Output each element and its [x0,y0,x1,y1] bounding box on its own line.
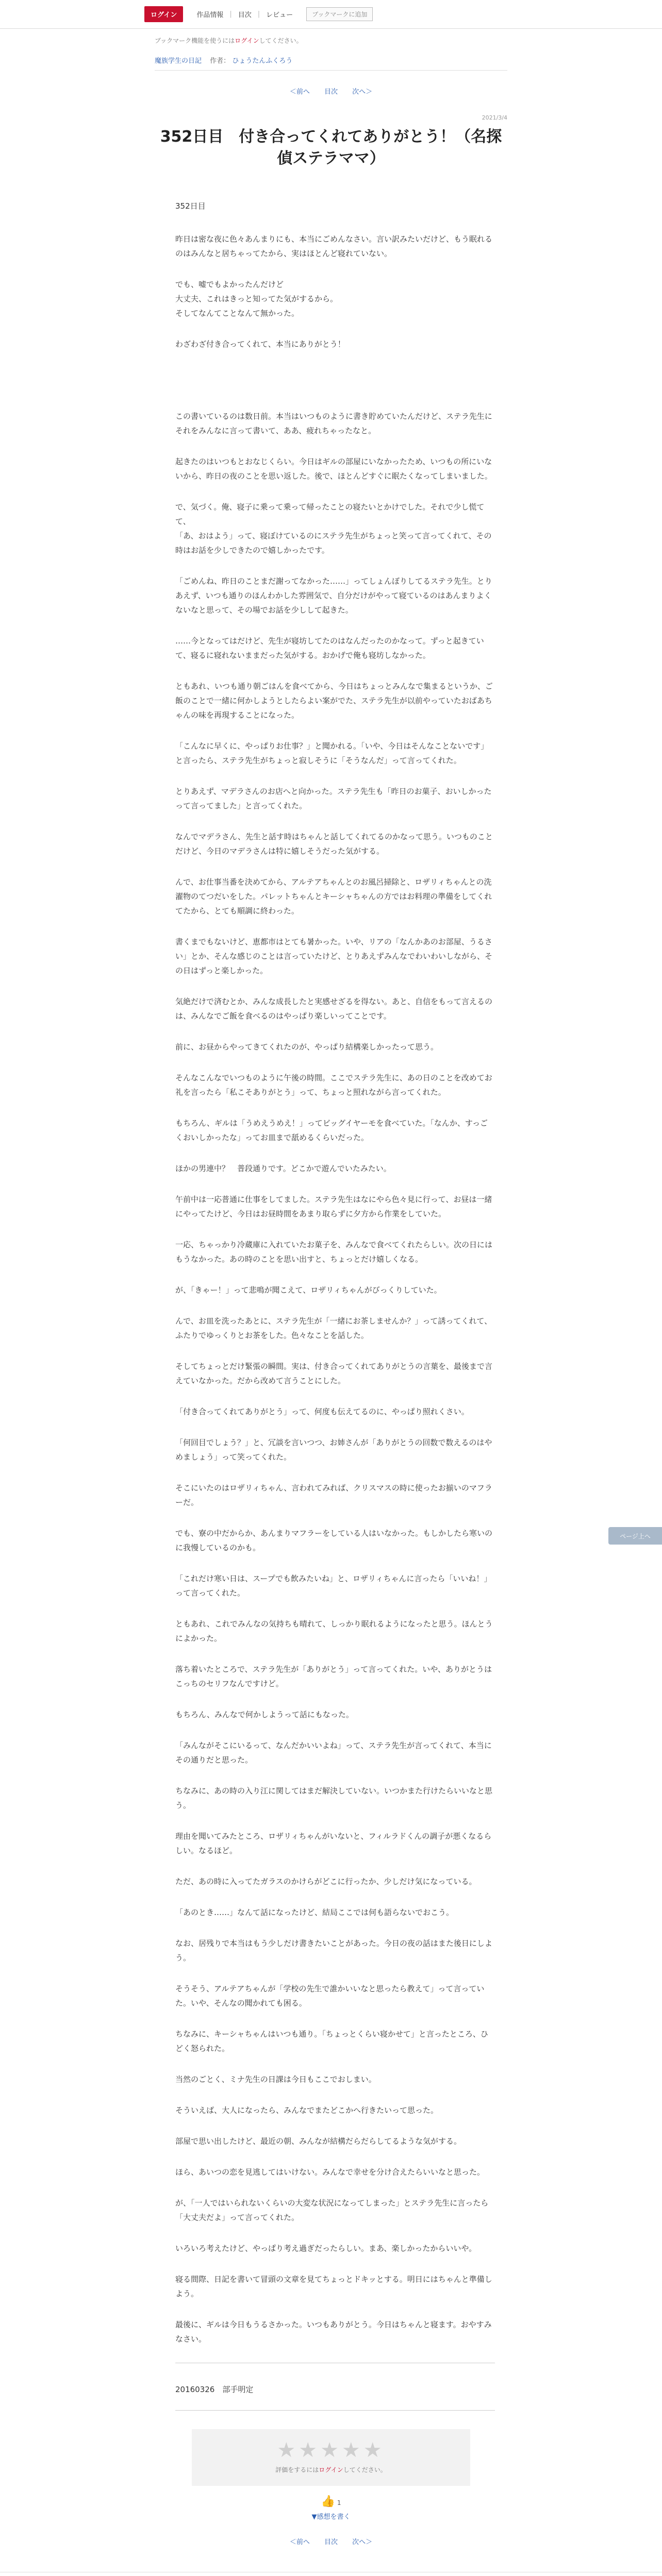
episode-date: 2021/3/4 [482,114,507,121]
body-paragraph: ほら、あいつの恋を見逃してはいけない。みんなで幸せを分け合えたらいいなと思った。 [175,2167,485,2177]
body-paragraph: ともあれ、これでみんなの気持ちも晴れて、しっかり眠れるようになったと思う。ほんとうによかった。 [175,1619,493,1643]
notice-prefix: ブックマーク機能を使うには [155,37,235,44]
body-paragraph: 最後に、ギルは今日もうるさかった。いつもありがとう。今日はちゃんと寝ます。おやすみなさい。 [175,2320,492,2344]
body-paragraph: ちなみに、あの時の入り江に関してはまだ解決していない。いつかまた行けたらいいなと思う。 [175,1786,493,1810]
body-paragraph: 部屋で思い出したけど、最近の朝、みんなが結構だらだらしてるような気がする。 [175,2137,462,2146]
nav-work-info[interactable]: 作品情報 [196,11,224,19]
body-paragraph: そうそう、アルテアちゃんが「学校の先生で誰かいいなと思ったら教えて」って言っていた。いや、そんなの聞かれても困る。 [175,1984,485,2008]
share-bar [0,2572,662,2576]
body-paragraph: なお、居残りで本当はもう少しだけ書きたいことがあった。今日の夜の話はまた後日にしよう。 [175,1939,492,1962]
body-paragraph: ちなみに、キーシャちゃんはいつも通り。「ちょっとくらい寝かせて」と言ったところ、ひどく怒られた。 [175,2029,488,2053]
rating-note [192,2465,470,2474]
body-paragraph: 前に、お昼からやってきてくれたのが、やっぱり結構楽しかったって思う。 [175,1042,439,1052]
body-paragraph: 起きたのはいつもとおなじくらい。今日はギルの部屋にいなかったため、いつもの所にいないから、昨日の夜のことを思い返した。後で、ほとんどすぐに眠たくなってしまいました。 [175,457,492,481]
login-button[interactable]: ログイン [144,6,183,22]
body-paragraph: もちろん、みんなで何かしようって話にもなった。 [175,1710,354,1719]
episode-title: 352日目 付き合ってくれてありがとう！（名探偵ステラママ） [160,128,502,167]
toc-link[interactable]: 目次 [324,88,338,96]
good-count: 1 [337,2499,341,2506]
body-paragraph: 「これだけ寒い日は、スープでも飲みたいね」と、ロザリィちゃんに言ったら「いいね！」って言ってくれた。 [175,1574,492,1598]
body-paragraph: なんでマデラさん、先生と話す時はちゃんと話してくれてるのかなって思う。いつものことだけど、今日のマデラさんは特に嬉しそうだった気がする。 [175,832,493,856]
afterword: 20160326 部手明定 [175,2385,254,2394]
body-paragraph: 午前中は一応普通に仕事をしてました。ステラ先生はなにやら色々見に行って、お昼は一緒にやってたけど、今日はお昼時間をあまり取らずに夕方から作業をしていた。 [175,1195,492,1218]
body-paragraph: 「何回目でしょう？」と、冗談を言いつつ、お姉さんが「ありがとうの回数で数えるのはやめましょう」って笑ってくれた。 [175,1438,492,1462]
body-paragraph: んで、お皿を洗ったあとに、ステラ先生が「一緒にお茶しませんか？」って誘ってくれて、ふたりでゆっくりとお茶をした。色々なことを話した。 [175,1316,492,1340]
body-paragraph: 昨日は密な夜に色々あんまりにも、本当にごめんなさい。言い訳みたいだけど、もう眠れるのはみんなと居ちゃってたから、実はほとんど寝れていない。 [175,234,493,258]
nav-review[interactable]: レビュー [266,11,293,19]
body-paragraph: ほかの男連中？ 普段通りです。どこかで遊んでいたみたい。 [175,1164,391,1173]
body-paragraph: いろいろ考えたけど、やっぱり考え過ぎだったらしい。まあ、楽しかったからいいや。 [175,2244,477,2253]
rating-stars[interactable]: ★★★★★ [277,2438,385,2462]
write-review-link[interactable]: ▼感想を書く [311,2513,351,2521]
author-label: 作者： [210,57,230,65]
body-paragraph: そこにいたのはロザリィちゃん、言われてみれば、クリスマスの時に使ったお揃いのマフラーだ。 [175,1483,492,1507]
body-paragraph: 「あのとき……」なんて話になったけど、結局ここでは何も語らないでおこう。 [175,1908,454,1917]
body-paragraph: わざわざ付き合ってくれて、本当にありがとう！ [175,340,345,349]
body-paragraph: が、「きゃー！」って悲鳴が聞こえて、ロザリィちゃんがびっくりしていた。 [175,1285,442,1295]
toc-link[interactable]: 目次 [324,2538,338,2546]
body-paragraph: ……今となってはだけど、先生が寝坊してたのはなんだったのかなって。ずっと起きていて、寝るに寝れないままだった気がする。おかげで俺も寝坊しなかった。 [175,636,484,660]
page-top-button[interactable]: ページ上へ [608,1527,662,1545]
bookmark-add-button[interactable]: ブックマークに追加 [306,7,373,21]
notice-login-link[interactable]: ログイン [235,37,259,44]
top-nav-bar [0,0,662,29]
body-paragraph: 気絶だけで済むとか、みんな成長したと実感せざるを得ない。あと、自信をもって言えるのは、みんなでご飯を食べるのはやっぱり楽しいってことです。 [175,997,493,1021]
body-paragraph: とりあえず、マデラさんのお店へと向かった。ステラ先生も「昨日のお菓子、おいしかったって言ってました」と言ってくれた。 [175,787,492,810]
body-paragraph: 落ち着いたところで、ステラ先生が「ありがとう」って言ってくれた。いや、ありがとうはこっちのセリフなんですけど。 [175,1665,492,1688]
body-paragraph: もちろん、ギルは「うめえうめえ！」ってビッグイヤーモを食べていた。「なんか、すっごくおいしかったな」ってお皿まで舐めるくらいだった。 [175,1118,488,1142]
body-paragraph: 書くまでもないけど、恵都市はとても暑かった。いや、リアの「なんかあのお部屋、うるさい」とか、そんな感じのことは言っていたけど、とりあえずみんなでわいわいしながら、その日はずっと楽しかった。 [175,937,493,975]
body-paragraph: が、「一人ではいられないくらいの大変な状況になってしまった」とステラ先生に言ったら「大丈夫だよ」って言ってくれた。 [175,2198,489,2222]
rating-note-prefix: 評価をするには [275,2466,319,2473]
prev-link[interactable]: ＜前へ [289,2538,310,2546]
next-link[interactable]: 次へ＞ [352,2538,373,2546]
thumbs-up-icon[interactable]: 👍 [321,2495,335,2508]
nav-separator: | [257,10,260,18]
body-paragraph: 理由を聞いてみたところ、ロザリィちゃんがいないと、フィルラドくんの調子が悪くなるらしい。なるほど。 [175,1832,492,1855]
rating-login-link[interactable]: ログイン [319,2466,343,2473]
nav-toc[interactable]: 目次 [238,11,252,19]
rating-note-suffix: してください。 [343,2466,387,2473]
body-paragraph: で、気づく。俺、寝子に乗って乗って帰ったことの寝たいとかけでした。それで少し慌てて、 「あ、おはよう」って、寝ぼけているのにステラ先生がちょっと笑って言ってくれて、その時はお話を少しできたので嬉しかったです。 [175,502,492,555]
body-paragraph: 一応、ちゃっかり冷蔵庫に入れていたお菓子を、みんなで食べてくれたらしい。次の日にはもうなかった。あの時のことを思い出すと、ちょっとだけ嬉しくなる。 [175,1240,493,1264]
body-paragraph: んで、お仕事当番を決めてから、アルテアちゃんとのお風呂掃除と、ロザリィちゃんとの洗濯物のてつだいをした。パレットちゃんとキーシャちゃんの方ではお料理の準備をしてくれてたから、とても順調に終わった。 [175,877,492,916]
body-paragraph: そんなこんなでいつものように午後の時間。ここでステラ先生に、あの日のことを改めてお礼を言ったら「私こそありがとう」って、ちょっと照れながら言ってくれた。 [175,1073,492,1097]
divider [175,2410,495,2411]
rating-box [192,2429,470,2486]
section-gap [175,368,495,409]
body-paragraph: 当然のごとく、ミナ先生の日課は今日もここでおしまい。 [175,2075,376,2084]
author-link[interactable]: ひょうたんふくろう [232,57,293,65]
series-link[interactable]: 魔族学生の日記 [155,57,202,65]
body-paragraph: 「こんなに早くに、やっぱりお仕事？」と聞かれる。「いや、今日はそんなことないです」と言ったら、ステラ先生がちょっと寂しそうに「そうなんだ」って言ってくれた。 [175,741,489,765]
body-paragraph: ただ、あの時に入ってたガラスのかけらがどこに行ったか、少しだけ気になっている。 [175,1877,477,1886]
body-paragraph: この書いているのは数日前。本当はいつものように書き貯めていたんだけど、ステラ先生にそれをみんなに言って書いて、ああ、疲れちゃったなと。 [175,412,492,435]
body-paragraph: でも、寮の中だからか、あんまりマフラーをしている人はいなかった。もしかしたら寒いのに我慢しているのかも。 [175,1529,493,1552]
prev-link[interactable]: ＜前へ [289,88,310,96]
body-paragraph: そういえば、大人になったら、みんなでまたどこかへ行きたいって思った。 [175,2106,439,2115]
notice-suffix: してください。 [259,37,303,44]
body-paragraph: 寝る間際、日記を書いて冒頭の文章を見てちょっとドキッとする。明日にはちゃんと準備しよう。 [175,2275,492,2298]
nav-separator: | [229,10,232,18]
login-notice [0,29,662,45]
episode-label: 352日目 [175,201,206,211]
episode-body [175,232,495,2346]
pager-top [0,71,662,101]
body-paragraph: でも、嘘でもよかったんだけど 大丈夫、これはきっと知ってた気がするから。 そしてなんてことなんて無かった。 [175,280,338,318]
body-paragraph: そしてちょっとだけ緊張の瞬間。実は、付き合ってくれてありがとうの言葉を、最後まで言えていなかった。だから改めて言うことにした。 [175,1362,493,1385]
body-paragraph: 「みんながそこにいるって、なんだかいいよね」って、ステラ先生が言ってくれて、本当にその通りだと思った。 [175,1741,492,1765]
next-link[interactable]: 次へ＞ [352,88,373,96]
body-paragraph: ともあれ、いつも通り朝ごはんを食べてから、今日はちょっとみんなで集まるというか、ご飯のことで一緒に何かしようとしたらよい案がでた、ステラ先生が以前やっていたおばあちゃんの味を再現することになった。 [175,682,493,720]
body-paragraph: 「付き合ってくれてありがとう」って、何度も伝えてるのに、やっぱり照れくさい。 [175,1407,469,1416]
pager-bottom [0,2521,662,2551]
good-area [0,2495,662,2521]
body-paragraph: 「ごめんね、昨日のことまだ謝ってなかった……」ってしょんぼりしてるステラ先生。とりあえず、いつも通りのほんわかした雰囲気で、自分だけがやって寝ているのはあんまりよくないなと思って、その場でお話を少しして起きた。 [175,577,492,615]
breadcrumb [0,45,662,65]
